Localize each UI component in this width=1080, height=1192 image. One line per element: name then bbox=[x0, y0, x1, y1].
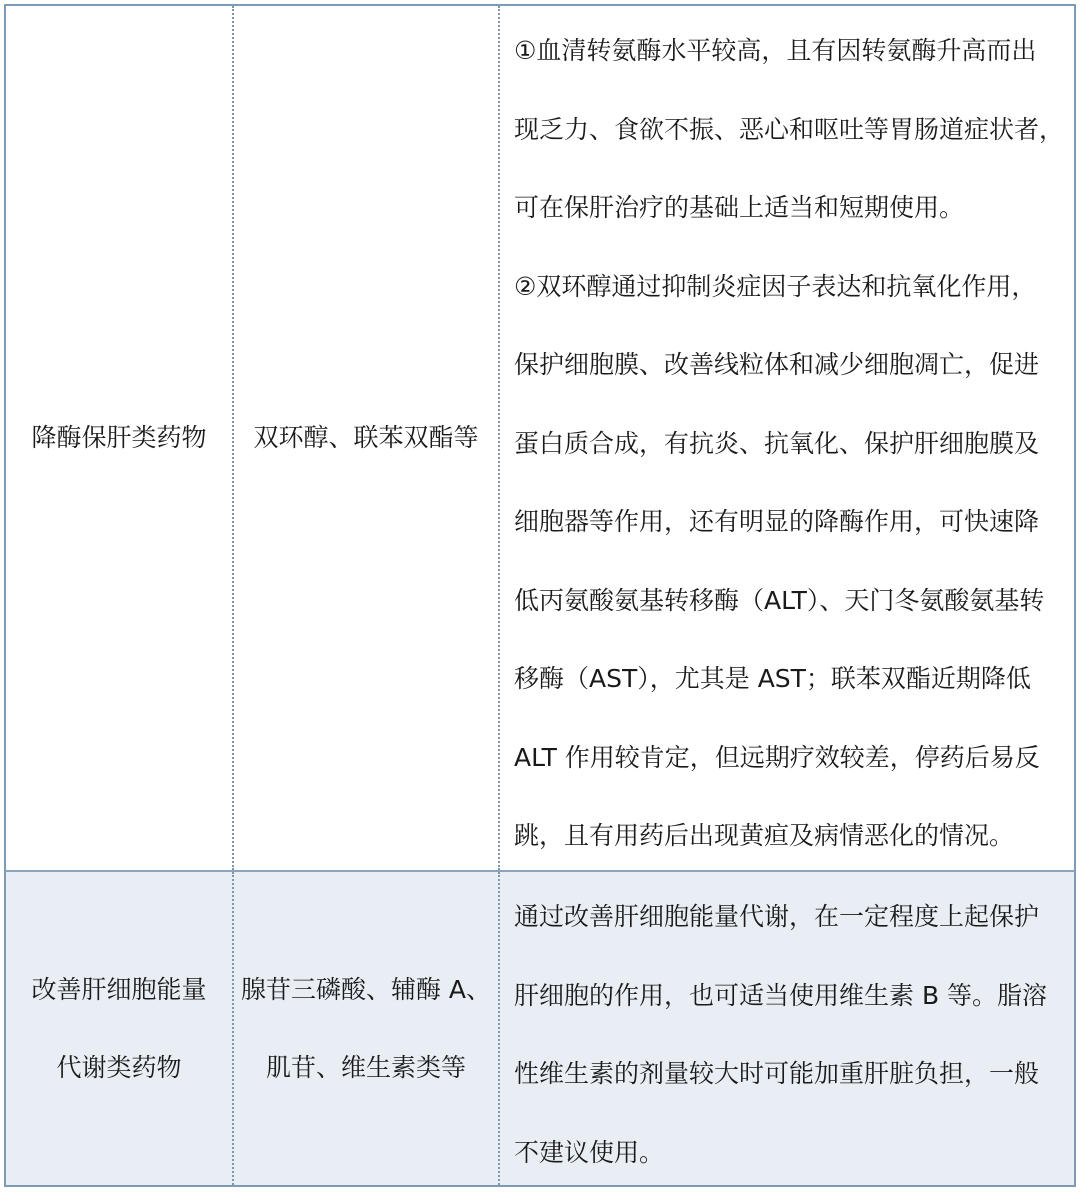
category-text: 代谢类药物 bbox=[56, 1029, 181, 1107]
description-line: 跳，且有用药后出现黄疸及病情恶化的情况。 bbox=[514, 797, 1066, 876]
drugs-text: 肌苷、维生素类等 bbox=[266, 1029, 466, 1107]
category-cell bbox=[6, 6, 234, 870]
description-line: 保护细胞膜、改善线粒体和减少细胞凋亡，促进 bbox=[514, 326, 1066, 405]
description-cell bbox=[500, 6, 1074, 870]
description-line: 通过改善肝细胞能量代谢，在一定程度上起保护 bbox=[514, 878, 1066, 957]
description-line: 性维生素的剂量较大时可能加重肝脏负担，一般 bbox=[514, 1035, 1066, 1114]
description-line: ALT 作用较肯定，但远期疗效较差，停药后易反 bbox=[514, 719, 1066, 798]
category-text: 改善肝细胞能量 bbox=[31, 951, 206, 1029]
drugs-cell bbox=[234, 872, 500, 1185]
description-line: 肝细胞的作用，也可适当使用维生素 B 等。脂溶 bbox=[514, 957, 1066, 1036]
table-row bbox=[6, 872, 1074, 1185]
drug-table bbox=[4, 4, 1076, 1187]
description-line: ②双环醇通过抑制炎症因子表达和抗氧化作用， bbox=[514, 248, 1066, 327]
description-line: 移酶（AST），尤其是 AST；联苯双酯近期降低 bbox=[514, 640, 1066, 719]
description-line: ①血清转氨酶水平较高，且有因转氨酶升高而出 bbox=[514, 12, 1066, 91]
drugs-text: 腺苷三磷酸、辅酶 A、 bbox=[241, 951, 491, 1029]
category-cell bbox=[6, 872, 234, 1185]
description-line: 细胞器等作用，还有明显的降酶作用，可快速降 bbox=[514, 483, 1066, 562]
table-row bbox=[6, 6, 1074, 872]
description-line: 低丙氨酸氨基转移酶（ALT）、天门冬氨酸氨基转 bbox=[514, 562, 1066, 641]
description-cell bbox=[500, 872, 1074, 1185]
description-line: 现乏力、食欲不振、恶心和呕吐等胃肠道症状者， bbox=[514, 91, 1066, 170]
drugs-cell bbox=[234, 6, 500, 870]
drugs-text: 双环醇、联苯双酯等 bbox=[253, 399, 478, 477]
description-line: 蛋白质合成，有抗炎、抗氧化、保护肝细胞膜及 bbox=[514, 405, 1066, 484]
description-line: 可在保肝治疗的基础上适当和短期使用。 bbox=[514, 169, 1066, 248]
description-line: 不建议使用。 bbox=[514, 1114, 1066, 1192]
category-text: 降酶保肝类药物 bbox=[31, 399, 206, 477]
